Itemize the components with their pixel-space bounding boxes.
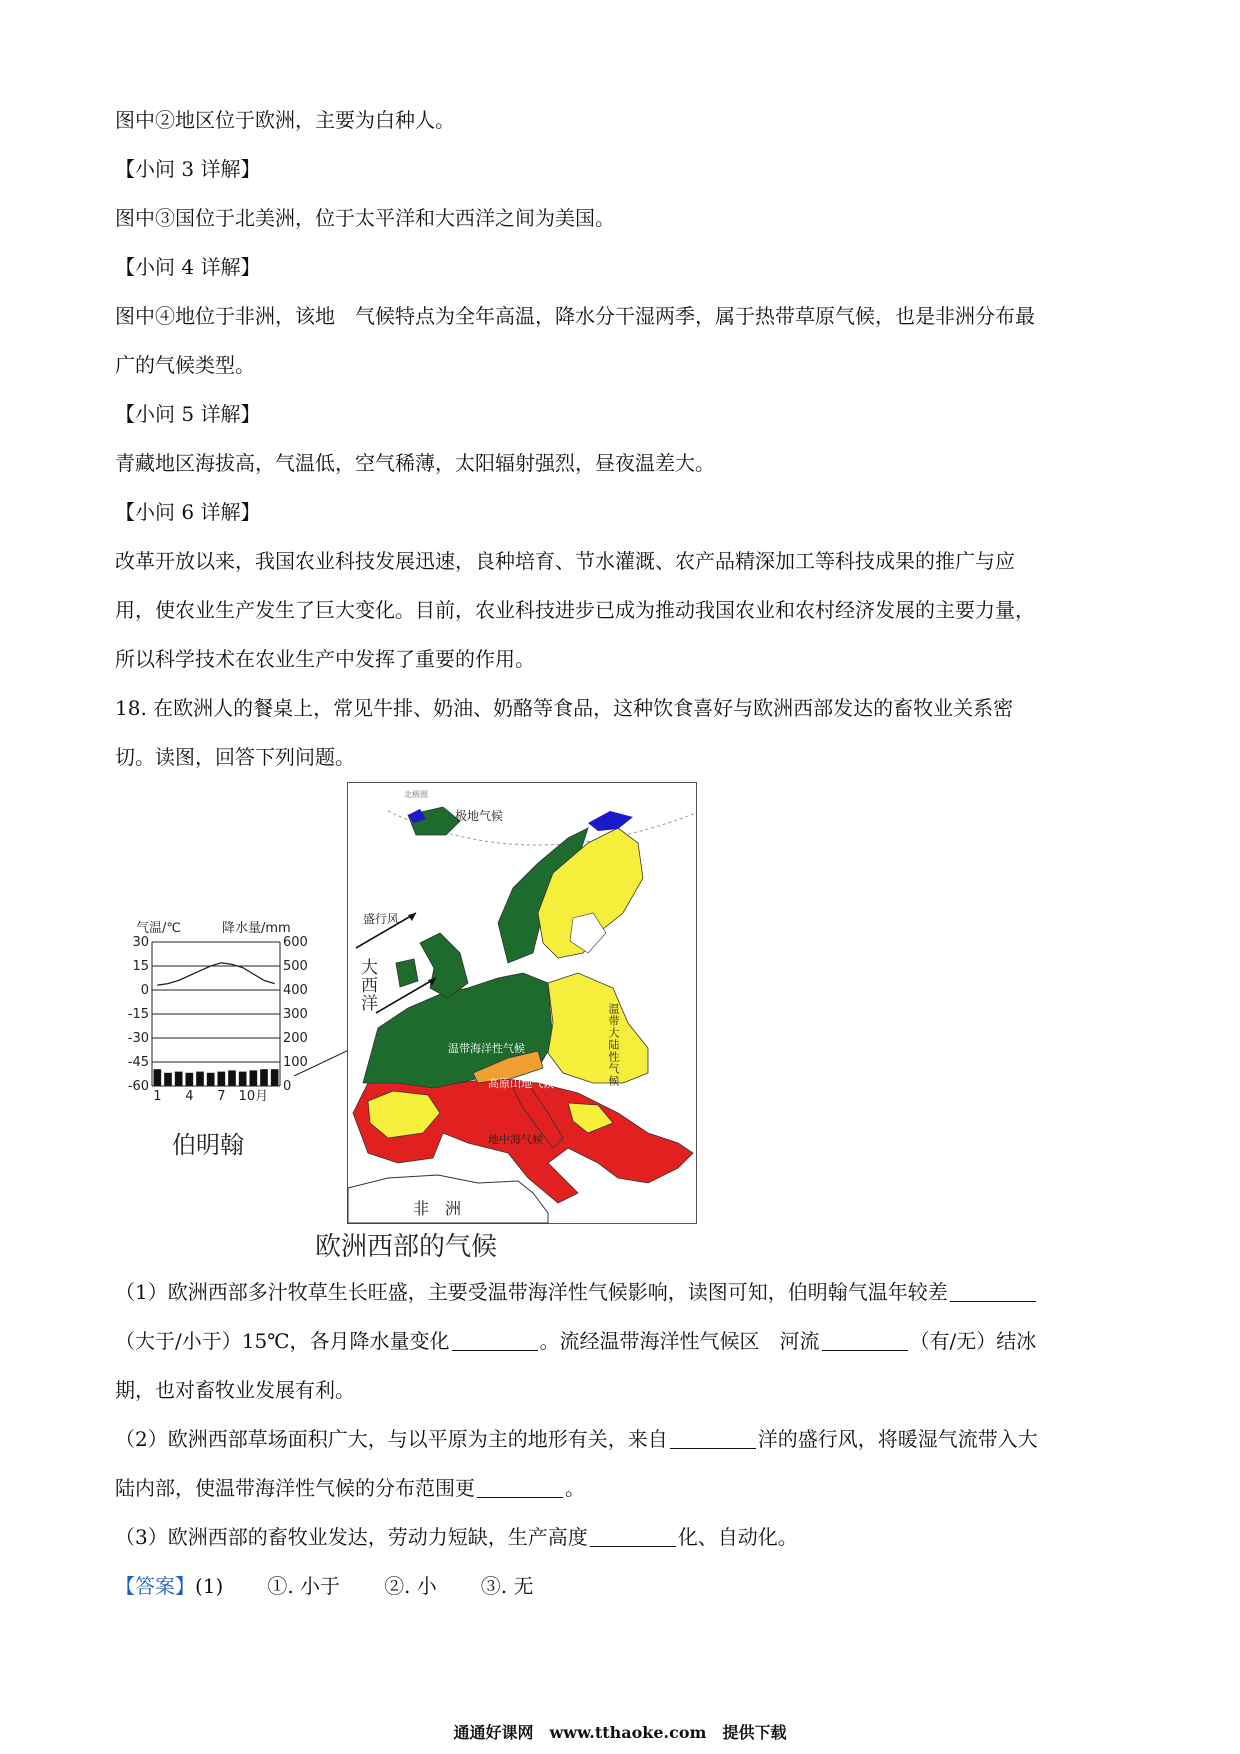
label-mediterranean: 地中海气候 xyxy=(488,1133,543,1146)
precip-bar xyxy=(218,1072,226,1086)
question-2-line-2: 陆内部，使温带海洋性气候的分布范围更 。 xyxy=(115,1476,585,1500)
month-tick-label: 4 xyxy=(185,1089,194,1104)
text-line: 用，使农业生产发生了巨大变化。目前，农业科技进步已成为推动我国农业和农村经济发展的主要力量， xyxy=(115,598,1035,622)
question-2-line-1: （2）欧洲西部草场面积广大，与以平原为主的地形有关，来自 洋的盛行风，将暖湿气流带入大 xyxy=(115,1427,1038,1451)
label-continental: 温带大陆性气候 xyxy=(607,1003,620,1087)
answer-blank[interactable] xyxy=(670,1428,756,1449)
precip-bar xyxy=(186,1073,194,1086)
question-stem: 切。读图，回答下列问题。 xyxy=(115,745,355,769)
temp-tick-label: 30 xyxy=(132,935,149,950)
temp-tick-label: 15 xyxy=(132,959,149,974)
text-line: 广的气候类型。 xyxy=(115,353,255,377)
precip-bar xyxy=(196,1072,204,1086)
precip-bar xyxy=(271,1069,279,1086)
precip-tick-label: 200 xyxy=(283,1031,308,1046)
question-stem: 18. 在欧洲人的餐桌上，常见牛排、奶油、奶酪等食品，这种饮食喜好与欧洲西部发达的畜牧业关系密 xyxy=(115,696,1014,720)
precip-bar xyxy=(164,1073,172,1086)
chart-grid xyxy=(152,942,280,1086)
answer-line xyxy=(115,1572,534,1600)
chart-caption: 伯明翰 xyxy=(172,1131,244,1159)
temp-tick-label: -30 xyxy=(127,1031,149,1046)
map-shapes xyxy=(348,783,696,1223)
precip-axis-title: 降水量/mm xyxy=(222,921,291,936)
temp-tick-label: -60 xyxy=(127,1079,149,1094)
precip-tick-label: 500 xyxy=(283,959,308,974)
text-line: 图中④地位于非洲，该地 气候特点为全年高温，降水分干湿两季，属于热带草原气候，也是非洲分布最 xyxy=(115,304,1035,328)
map-caption: 欧洲西部的气候 xyxy=(315,1232,498,1262)
temp-tick-label: -45 xyxy=(127,1055,149,1070)
temp-axis-title: 气温/℃ xyxy=(136,921,181,936)
question-1-line-2: （大于/小于）15℃，各月降水量变化 。流经温带海洋性气候区 河流 （有/无）结冰 xyxy=(115,1329,1037,1353)
answer-blank[interactable] xyxy=(452,1330,538,1351)
precip-tick-label: 0 xyxy=(283,1079,292,1094)
month-tick-label: 1 xyxy=(153,1089,162,1104)
label-marine: 温带海洋性气候 xyxy=(448,1042,525,1055)
label-highland: 高原山地气候 xyxy=(488,1077,554,1090)
answer-blank[interactable] xyxy=(950,1281,1036,1302)
page-footer: 通通好课网 www.tthaoke.com 提供下载 xyxy=(453,1723,787,1742)
answer-item: ②. 小 xyxy=(384,1574,437,1598)
precip-bars xyxy=(154,1069,279,1086)
label-atlantic: 大西洋 xyxy=(357,958,377,1012)
text-line: 青藏地区海拔高，气温低，空气稀薄，太阳辐射强烈，昼夜温差大。 xyxy=(115,451,715,475)
answer-blank[interactable] xyxy=(477,1477,563,1498)
precip-tick-label: 400 xyxy=(283,983,308,998)
precip-bar xyxy=(154,1069,162,1086)
text-line: 图中③国位于北美洲，位于太平洋和大西洋之间为美国。 xyxy=(115,206,615,230)
precip-bar xyxy=(228,1070,236,1086)
answer-item: ①. 小于 xyxy=(267,1574,341,1598)
precip-bar xyxy=(207,1073,215,1086)
section-heading: 【小问 4 详解】 xyxy=(115,255,261,279)
label-arctic: 北极圈 xyxy=(404,790,428,799)
precip-bar xyxy=(175,1072,183,1086)
europe-climate-map xyxy=(347,782,697,1224)
answer-blank[interactable] xyxy=(822,1330,908,1351)
precip-bar xyxy=(250,1070,258,1086)
text-line: 图中②地区位于欧洲，主要为白种人。 xyxy=(115,108,455,132)
label-africa: 非 洲 xyxy=(413,1199,462,1218)
temp-tick-label: 0 xyxy=(140,983,149,998)
label-polar: 极地气候 xyxy=(455,809,504,823)
answer-item: ③. 无 xyxy=(480,1574,534,1598)
precip-bar xyxy=(239,1072,247,1086)
label-wind: 盛行风 xyxy=(363,912,400,926)
precip-tick-label: 100 xyxy=(283,1055,308,1070)
section-heading: 【小问 5 详解】 xyxy=(115,402,261,426)
precip-tick-label: 300 xyxy=(283,1007,308,1022)
section-heading: 【小问 6 详解】 xyxy=(115,500,261,524)
question-1-line-3: 期，也对畜牧业发展有利。 xyxy=(115,1378,355,1402)
answer-prefix: (1) xyxy=(195,1574,224,1598)
temp-tick-label: -15 xyxy=(127,1007,149,1022)
text-line: 所以科学技术在农业生产中发挥了重要的作用。 xyxy=(115,647,535,671)
question-1-line-1: （1）欧洲西部多汁牧草生长旺盛，主要受温带海洋性气候影响，读图可知，伯明翰气温年较差 xyxy=(115,1278,1038,1306)
month-tick-label: 7 xyxy=(217,1089,226,1104)
month-tick-label: 10月 xyxy=(238,1089,269,1104)
text-line: 改革开放以来，我国农业科技发展迅速，良种培育、节水灌溉、农产品精深加工等科技成果的推广与应 xyxy=(115,549,1015,573)
question-3-line: （3）欧洲西部的畜牧业发达，劳动力短缺，生产高度 化、自动化。 xyxy=(115,1525,798,1549)
precip-tick-label: 600 xyxy=(283,935,308,950)
section-heading: 【小问 3 详解】 xyxy=(115,157,261,181)
answer-blank[interactable] xyxy=(590,1526,676,1547)
precip-bar xyxy=(260,1069,268,1086)
answer-label: 【答案】 xyxy=(115,1574,195,1598)
